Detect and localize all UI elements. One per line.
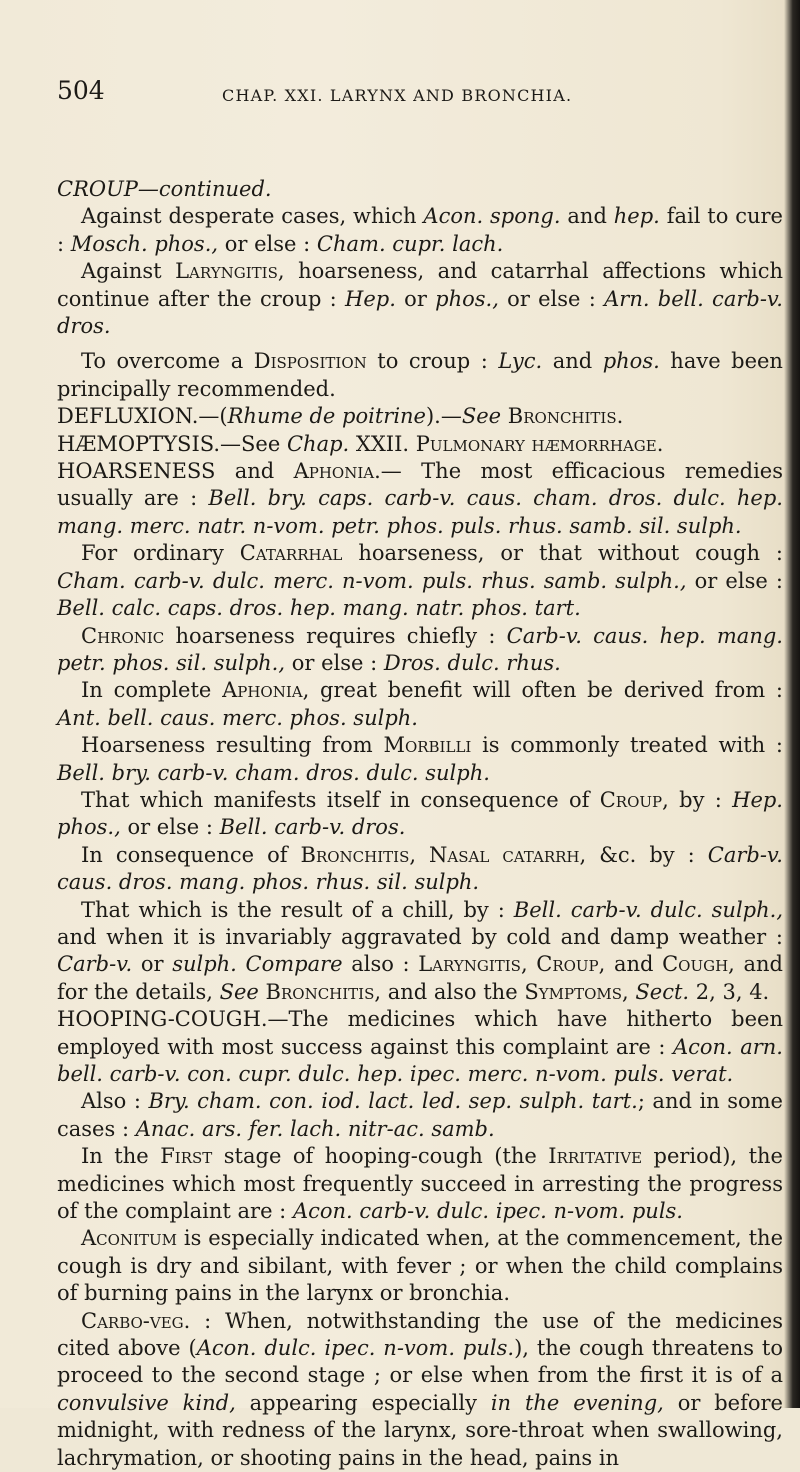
book-gutter-edge — [784, 0, 800, 1408]
paragraph: Hoarseness resulting from Morbilli is commonly treated with : Bell. bry. carb-v. cham. dros. dulc. sulph. — [57, 733, 783, 785]
paragraph: In the First stage of hooping-cough (the Irritative period), the medicines which most frequently succeed in arresting the progress of the complaint are : Acon. carb-v. dulc. ipec. n-vom. puls. — [57, 1144, 783, 1224]
paragraph: Also : Bry. cham. con. iod. lact. led. sep. sulph. tart.; and in some cases : Anac. ars. fer. lach. nitr-ac. samb. — [57, 1089, 783, 1141]
paragraph: Carbo-veg. : When, notwithstanding the use of the medicines cited above (Acon. dulc. ipec. n-vom. puls.), the cough threatens to proceed to the second stage ; or else when from the first it is of a convulsive kind, appearing especially in the evening, or before midnight, with redness of the larynx, sore-throat when swallowing, lachrymation, or shooting pains in the head, pains in — [57, 1308, 784, 1470]
entry-hoarseness: HOARSENESS and Aphonia.— The most efficacious remedies usually are : Bell. bry. caps. carb-v. caus. cham. dros. dulc. hep. mang. merc. natr. n-vom. petr. phos. puls. rhus. samb. sil. sulph. — [57, 459, 783, 538]
entry-defluxion: DEFLUXION.—(Rhume de poitrine).—See Bronchitis. — [57, 404, 624, 429]
paragraph: That which manifests itself in consequence of Croup, by : Hep. phos., or else : Bell. carb-v. dros. — [57, 787, 783, 840]
paragraph: Chronic hoarseness requires chiefly : Carb-v. caus. hep. mang. petr. phos. sil. sulph., or else : Dros. dulc. rhus. — [57, 623, 783, 675]
running-head: CHAP. XXI. LARYNX AND BRONCHIA. — [222, 86, 573, 105]
paragraph: That which is the result of a chill, by : Bell. carb-v. dulc. sulph., and when it is invariably aggravated by cold and damp weather : Carb-v. or sulph. Compare also : Laryngitis, Croup, and Cough, and for the details, See Bronchitis, and also the Symptoms, Sect. 2, 3, 4. — [57, 897, 783, 1004]
paragraph: To overcome a Disposition to croup : Lyc. and phos. have been principally recommended. — [57, 349, 783, 401]
section-title: CROUP—continued. — [57, 177, 272, 201]
paragraph: In complete Aphonia, great benefit will often be derived from : Ant. bell. caus. merc. phos. sulph. — [57, 678, 783, 730]
paragraph: Against Laryngitis, hoarseness, and catarrhal affections which continue after the croup : Hep. or phos., or else : Arn. bell. carb-v. dros. — [57, 259, 783, 339]
paragraph: In consequence of Bronchitis, Nasal catarrh, &c. by : Carb-v. caus. dros. mang. phos. rhus. sil. sulph. — [57, 842, 783, 895]
entry-haemoptysis: HÆMOPTYSIS.—See Chap. XXII. Pulmonary hæmorrhage. — [57, 431, 664, 456]
page-header — [57, 76, 757, 116]
paragraph: Against desperate cases, which Acon. spong. and hep. fail to cure : Mosch. phos., or else : Cham. cupr. lach. — [57, 204, 783, 256]
page-body — [57, 176, 783, 1472]
entry-hooping-cough: HOOPING-COUGH.—The medicines which have hitherto been employed with most success against this complaint are : Acon. arn. bell. carb-v. con. cupr. dulc. hep. ipec. merc. n-vom. puls. verat. — [57, 1007, 783, 1086]
paragraph: Aconitum is especially indicated when, at the commencement, the cough is dry and sibilant, with fever ; or when the child complains of burning pains in the larynx or bronchia. — [57, 1226, 783, 1306]
page-number: 504 — [57, 76, 105, 105]
paragraph: For ordinary Catarrhal hoarseness, or that without cough : Cham. carb-v. dulc. merc. n-vom. puls. rhus. samb. sulph., or else : Bell. calc. caps. dros. hep. mang. natr. phos. tart. — [57, 541, 783, 621]
